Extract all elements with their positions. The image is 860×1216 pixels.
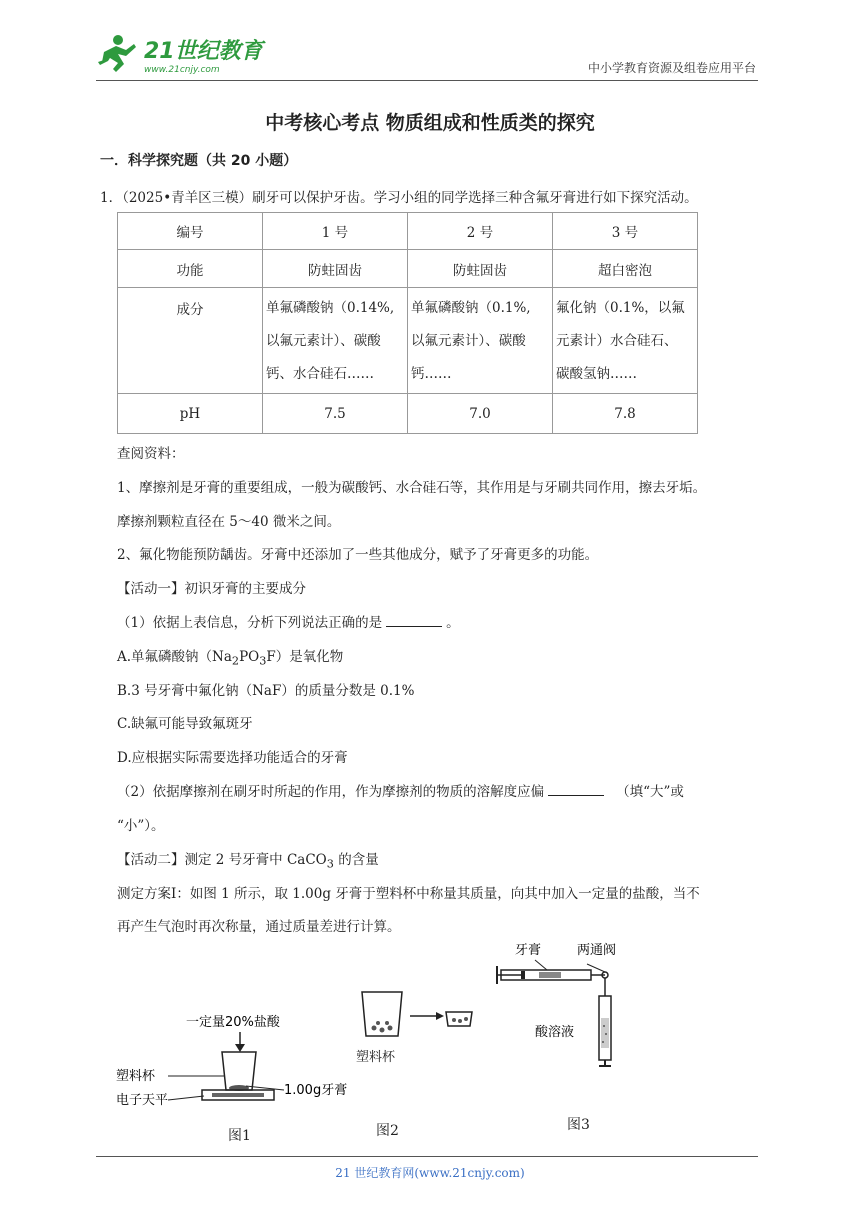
table-cell: 功能 [118,250,263,288]
footer-divider [96,1156,758,1157]
table-cell [553,288,698,394]
table-cell: pH [118,394,263,434]
option-d: D.应根据实际需要选择功能适合的牙膏 [117,750,348,766]
figure-2-cup-label: 塑料杯 [356,1050,396,1065]
table-cell: 7.0 [408,394,553,434]
cell-line: 氟化钠（0.1%，以氟 [556,300,685,316]
reference-1: 1、摩擦剂是牙膏的重要组成，一般为碳酸钙、水合硅石等，其作用是与牙刷共同作用，擦去牙垢。 [117,480,707,496]
table-cell: 防蛀固齿 [263,250,408,288]
plan-1: 测定方案Ⅰ：如图 1 所示，取 1.00g 牙膏于塑料杯中称量其质量，向其中加入一定量的盐酸，当不 [117,886,700,902]
table-row [118,394,698,434]
cell-line: 元素计）水合硅石、 [556,333,678,349]
option-a: A.单氟磷酸钠$(Na_2PO_3F)$是氧化物 [117,649,344,668]
page-header [96,30,758,81]
svg-text:电子天平: 电子天平 [116,1093,169,1108]
svg-text:牙膏: 牙膏 [515,943,542,958]
question-1-intro: 1．（2025•青羊区三模）刷牙可以保护牙齿。学习小组的同学选择三种含氟牙膏进行如下探究活动。 [100,190,698,206]
option-b: B.3 号牙膏中氟化钠（NaF）的质量分数是 0.1% [117,683,415,699]
figure-1-label: 图1 [228,1128,251,1144]
reference-heading: 查阅资料： [117,446,185,462]
section-heading: 一．科学探究题（共 20 小题） [100,153,298,169]
svg-text:21世纪教育: 21世纪教育 [144,39,263,64]
svg-text:www.21cnjy.com: www.21cnjy.com [144,65,220,75]
cell-line: 单氟磷酸钠（0.14%, [266,300,395,316]
figure-3-label: 图3 [567,1117,590,1133]
svg-text:酸溶液: 酸溶液 [535,1025,575,1040]
question-text: （1）依据上表信息，分析下列说法正确的是 [117,615,383,631]
figure-1 [116,1010,366,1145]
cell-line: 钙…… [411,366,452,382]
question-text: 。 [446,615,460,631]
answer-blank[interactable] [386,614,442,627]
question-1-2: （2）依据摩擦剂在刷牙时所起的作用，作为摩擦剂的物质的溶解度应偏 （填“大”或 [117,784,684,800]
option-c: C.缺氟可能导致氟斑牙 [117,716,253,732]
page-footer[interactable]: 21 世纪教育网(www.21cnjy.com) [335,1166,525,1180]
svg-text:1.00g牙膏: 1.00g牙膏 [284,1083,348,1098]
table-row [118,213,698,250]
plan-1-cont: 再产生气泡时再次称量，通过质量差进行计算。 [117,919,401,935]
document-title: 中考核心考点 物质组成和性质类的探究 [265,112,595,134]
table-cell: 7.8 [553,394,698,434]
figure-3-drawing [495,938,645,1068]
cell-line: 钙、水合硅石…… [266,366,374,382]
cell-line: 以氟元素计）、碳酸 [266,333,381,349]
table-cell: 2 号 [408,213,553,250]
activity-1-heading: 【活动一】初识牙膏的主要成分 [117,581,306,597]
cell-line: 碳酸氢钠…… [556,366,637,382]
table-row [118,250,698,288]
table-cell: 3 号 [553,213,698,250]
table-cell [408,288,553,394]
table-cell: 成分 [118,288,263,394]
activity-2-heading: 【活动二】测定 2 号牙膏中 CaCO$_3$ 的含量 [117,852,379,871]
table-cell [263,288,408,394]
figure-2 [352,988,482,1138]
reference-2: 2、氟化物能预防龋齿。牙膏中还添加了一些其他成分，赋予了牙膏更多的功能。 [117,547,599,563]
question-1-1 [117,611,460,631]
table-cell: 超白密泡 [553,250,698,288]
table-cell: 1 号 [263,213,408,250]
platform-name: 中小学教育资源及组卷应用平台 [587,61,756,75]
table-cell: 编号 [118,213,263,250]
question-1-2-cont: “小”）。 [117,818,165,834]
toothpaste-comparison-table [117,212,698,434]
figure-3 [495,938,645,1138]
svg-text:两通阀: 两通阀 [577,943,617,958]
figure-2-label: 图2 [376,1123,399,1139]
reference-1-cont: 摩擦剂颗粒直径在 5～40 微米之间。 [117,514,341,530]
table-cell: 防蛀固齿 [408,250,553,288]
svg-text:塑料杯: 塑料杯 [116,1069,156,1084]
answer-blank[interactable] [548,783,604,796]
table-cell: 7.5 [263,394,408,434]
cell-line: 单氟磷酸钠（0.1%, [411,300,531,316]
cell-line: 以氟元素计）、碳酸 [411,333,526,349]
table-row [118,288,698,394]
svg-text:一定量20%盐酸: 一定量20%盐酸 [186,1015,280,1030]
site-logo [96,32,266,76]
